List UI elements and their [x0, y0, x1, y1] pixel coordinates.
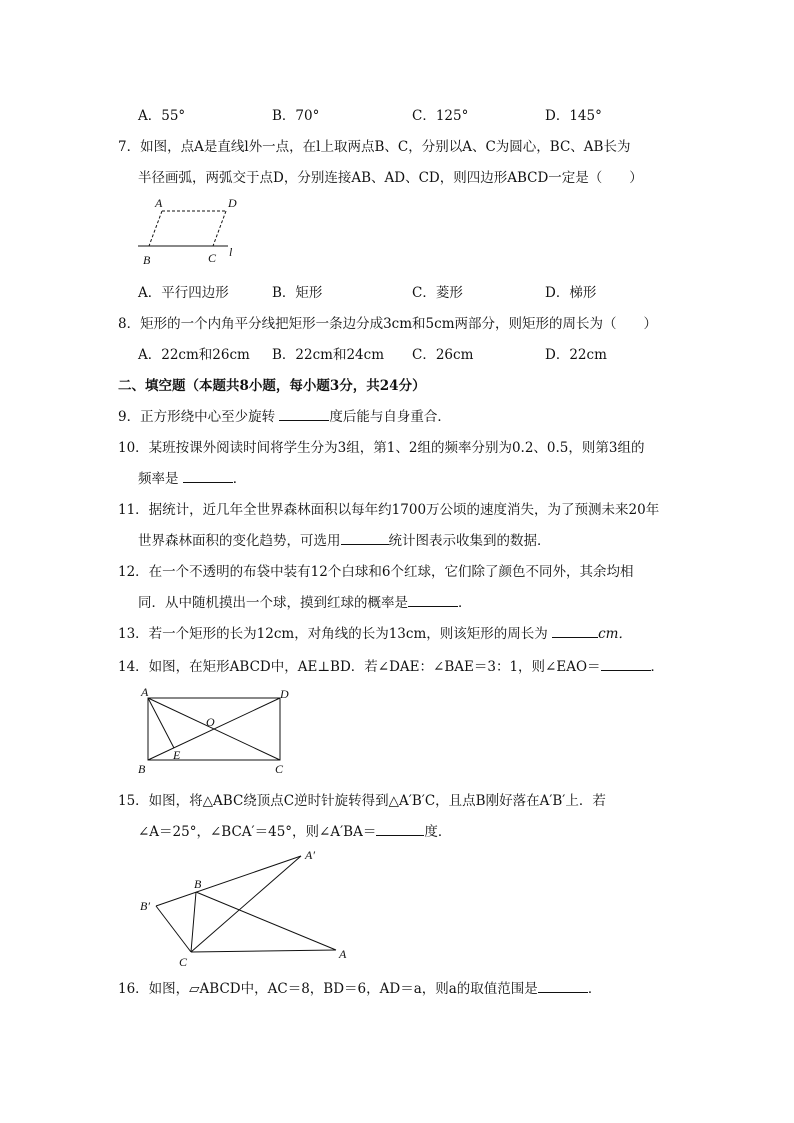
q6-option-c: C．125°: [412, 108, 469, 124]
q6-option-a: A．55°: [138, 108, 186, 124]
q16-text-after: ．: [587, 981, 602, 997]
q7-label-l: l: [229, 245, 233, 259]
q7-stem-line1: 7．如图，点A是直线l外一点，在l上取两点B、C，分别以A、C为圆心，BC、AB长为: [118, 139, 631, 155]
q15-label-a-prime: A′: [305, 848, 315, 862]
q7-option-b: B．矩形: [272, 285, 323, 301]
q6-option-d: D．145°: [545, 108, 602, 124]
q7-label-c: C: [208, 251, 217, 265]
q10-answer-blank[interactable]: [183, 470, 233, 483]
q9-text-after: 度后能与自身重合．: [329, 409, 451, 425]
q16-stem: [118, 977, 601, 997]
q14-label-d: D: [280, 687, 289, 701]
q12-stem-line2: [138, 591, 472, 611]
q15-text-after: 度．: [424, 824, 452, 840]
q11-stem-line1: 11．据统计，近几年全世界森林面积以每年约1700万公顷的速度消失，为了预测未来20年: [118, 502, 660, 518]
q10-text-before: 频率是: [138, 471, 183, 487]
q6-option-b: B．70°: [272, 108, 320, 124]
q8-option-d: D．22cm: [545, 347, 607, 363]
q15-label-c: C: [179, 955, 188, 969]
q7-figure: [130, 192, 250, 272]
q15-stem-line1: 15．如图，将△ABC绕顶点C逆时针旋转得到△A′B′C，且点B刚好落在A′B′上．若: [118, 793, 606, 809]
q14-text-after: ．: [650, 659, 665, 675]
q14-label-o: O: [206, 715, 215, 729]
q7-label-d: D: [228, 196, 237, 210]
q13-answer-blank[interactable]: [552, 625, 598, 638]
q13-stem: [118, 622, 632, 642]
q10-stem-line2: [138, 467, 246, 487]
q16-text-before: 16．如图，▱ABCD中，AC＝8，BD＝6，AD＝a，则a的取值范围是: [118, 981, 538, 997]
q15-stem-line2: [138, 820, 451, 840]
q7-label-a: A: [155, 196, 163, 210]
q14-label-b: B: [138, 762, 146, 776]
q12-text-before: 同．从中随机摸出一个球，摸到红球的概率是: [138, 595, 408, 611]
q14-label-c: C: [275, 762, 284, 776]
q11-text-before: 世界森林面积的变化趋势，可选用: [138, 533, 341, 549]
q7-stem-line2: 半径画弧，两弧交于点D，分别连接AB、AD、CD，则四边形ABCD一定是（ ）: [138, 170, 643, 186]
q14-label-a: A: [141, 685, 149, 699]
q13-text-before: 13．若一个矩形的长为12cm，对角线的长为13cm，则该矩形的周长为: [118, 626, 553, 642]
q7-option-a: A．平行四边形: [138, 285, 229, 301]
q14-label-e: E: [173, 748, 181, 762]
q14-text-before: 14．如图，在矩形ABCD中，AE⊥BD．若∠DAE：∠BAE＝3：1，则∠EAO＝: [118, 659, 601, 675]
q7-option-d: D．梯形: [545, 285, 597, 301]
q8-stem: 8．矩形的一个内角平分线把矩形一条边分成3cm和5cm两部分，则矩形的周长为（ ）: [118, 316, 657, 332]
q11-text-after: 统计图表示收集到的数据．: [388, 533, 551, 549]
q15-label-a: A: [339, 947, 347, 961]
q11-stem-line2: [138, 529, 551, 549]
q13-text-after: cm．: [598, 626, 632, 642]
q8-option-c: C．26cm: [412, 347, 474, 363]
q7-option-c: C．菱形: [412, 285, 463, 301]
q8-option-b: B．22cm和24cm: [272, 347, 385, 363]
q7-label-b: B: [143, 253, 151, 267]
section-2-title: 二、填空题（本题共8小题，每小题3分，共24分）: [118, 378, 426, 394]
q16-answer-blank[interactable]: [538, 980, 588, 993]
q15-text-before: ∠A＝25°，∠BCA′＝45°，则∠A′BA＝: [138, 824, 377, 840]
q9-text-before: 9．正方形绕中心至少旋转: [118, 409, 280, 425]
q15-label-b: B: [194, 877, 202, 891]
q9-stem: [118, 405, 451, 425]
q12-text-after: ．: [458, 595, 472, 611]
q15-answer-blank[interactable]: [376, 823, 424, 836]
q14-answer-blank[interactable]: [601, 658, 651, 671]
q10-stem-line1: 10．某班按课外阅读时间将学生分为3组，第1、2组的频率分别为0.2、0.5，则第3组的: [118, 440, 645, 456]
q15-label-b-prime: B′: [140, 899, 150, 913]
q14-figure: [134, 684, 304, 776]
q8-option-a: A．22cm和26cm: [138, 347, 250, 363]
q11-answer-blank[interactable]: [341, 532, 389, 545]
q12-stem-line1: 12．在一个不透明的布袋中装有12个白球和6个红球，它们除了颜色不同外，其余均相: [118, 564, 634, 580]
q15-figure: [136, 842, 356, 970]
q9-answer-blank[interactable]: [279, 408, 329, 421]
q12-answer-blank[interactable]: [408, 594, 458, 607]
q14-stem: [118, 655, 664, 675]
q10-text-after: ．: [232, 471, 247, 487]
